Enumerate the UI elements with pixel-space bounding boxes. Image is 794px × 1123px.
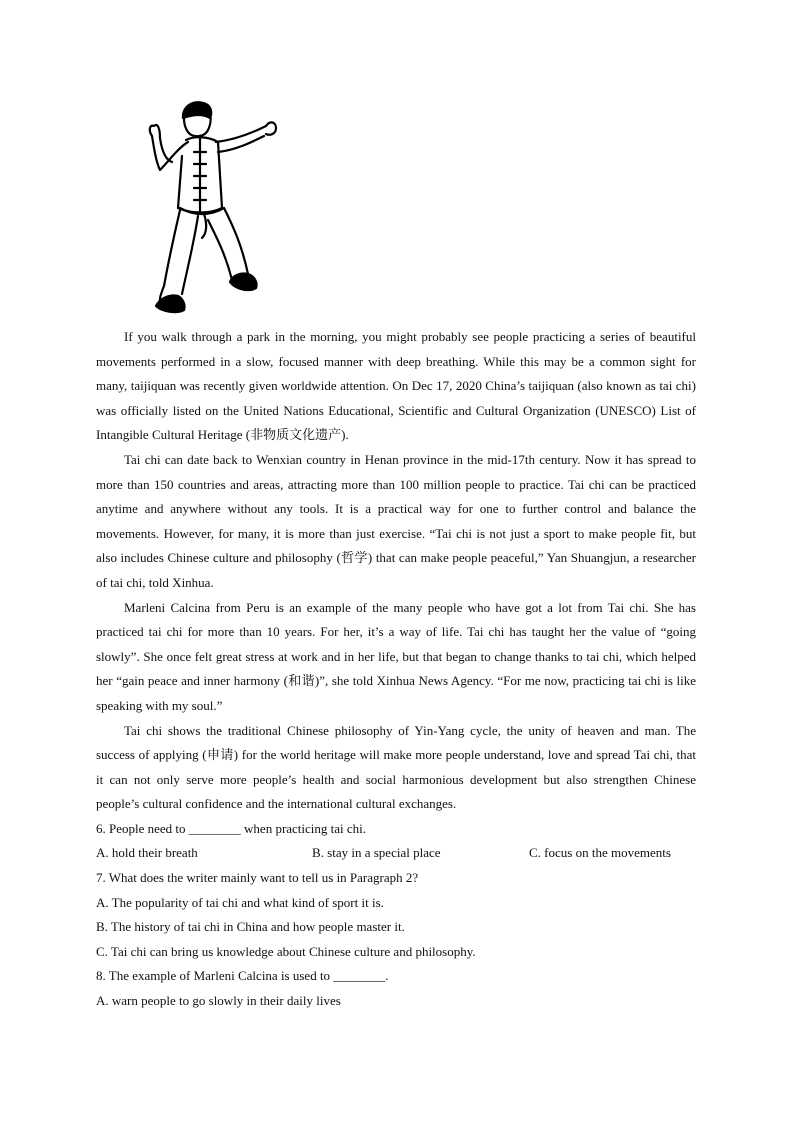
question-6-stem: 6. People need to ________ when practicing tai chi. bbox=[96, 820, 367, 836]
question-6-option-c: C. focus on the movements bbox=[529, 845, 671, 861]
question-7-stem: 7. What does the writer mainly want to tell us in Paragraph 2? bbox=[96, 870, 419, 886]
question-7-option-b: B. The history of tai chi in China and how people master it. bbox=[96, 919, 405, 935]
question-8-option-a: A. warn people to go slowly in their daily lives bbox=[96, 993, 341, 1009]
paragraph-4: Tai chi shows the traditional Chinese philosophy of Yin-Yang cycle, the unity of heaven and man. The success of applying (申请) for the world heritage will make more people understand, love and spread Tai chi, that it can not only serve more people’s health and social harmonious development but also strengthen Chinese people’s cultural confidence and the international cultural exchanges. bbox=[96, 722, 696, 812]
paragraph-2: Tai chi can date back to Wenxian country in Henan province in the mid-17th century. Now it has spread to more than 150 countries and areas, attracting more than 100 million people to practice. Tai chi can be practiced anytime and anywhere without any tools. It is a practical way for one to further control and balance the movements. However, for many, it is more than just exercise. “Tai chi is not just a sport to make people fit, but also includes Chinese culture and philosophy (哲学) that can make people peaceful,” Yan Shuangjun, a researcher of tai chi, told Xinhua. bbox=[96, 451, 696, 590]
reading-content bbox=[96, 325, 696, 1014]
question-6-option-b: B. stay in a special place bbox=[312, 845, 441, 861]
question-6-options bbox=[96, 841, 696, 866]
tai-chi-figure-icon bbox=[138, 96, 288, 322]
paragraph-3: Marleni Calcina from Peru is an example of the many people who have got a lot from Tai chi. She has practiced tai chi for more than 10 years. For her, it’s a way of life. Tai chi has taught her the value of “going slowly”. She once felt great stress at work and in her life, but that began to change thanks to tai chi, which helped her “gain peace and inner harmony (和谐)”, she told Xinhua News Agency. “For me now, practicing tai chi is like speaking with my soul.” bbox=[96, 599, 696, 713]
tai-chi-illustration bbox=[138, 96, 288, 322]
question-7-option-a: A. The popularity of tai chi and what kind of sport it is. bbox=[96, 894, 384, 910]
paragraph-1: If you walk through a park in the morning, you might probably see people practicing a series of beautiful movements performed in a slow, focused manner with deep breathing. While this may be a common sight for many, taijiquan was recently given worldwide attention. On Dec 17, 2020 China’s taijiquan (also known as tai chi) was officially listed on the United Nations Educational, Scientific and Cultural Organization (UNESCO) List of Intangible Cultural Heritage (非物质文化遗产). bbox=[96, 329, 696, 443]
question-8-stem: 8. The example of Marleni Calcina is used to ________. bbox=[96, 968, 389, 984]
question-6-option-a: A. hold their breath bbox=[96, 845, 198, 861]
question-7-option-c: C. Tai chi can bring us knowledge about Chinese culture and philosophy. bbox=[96, 943, 476, 959]
